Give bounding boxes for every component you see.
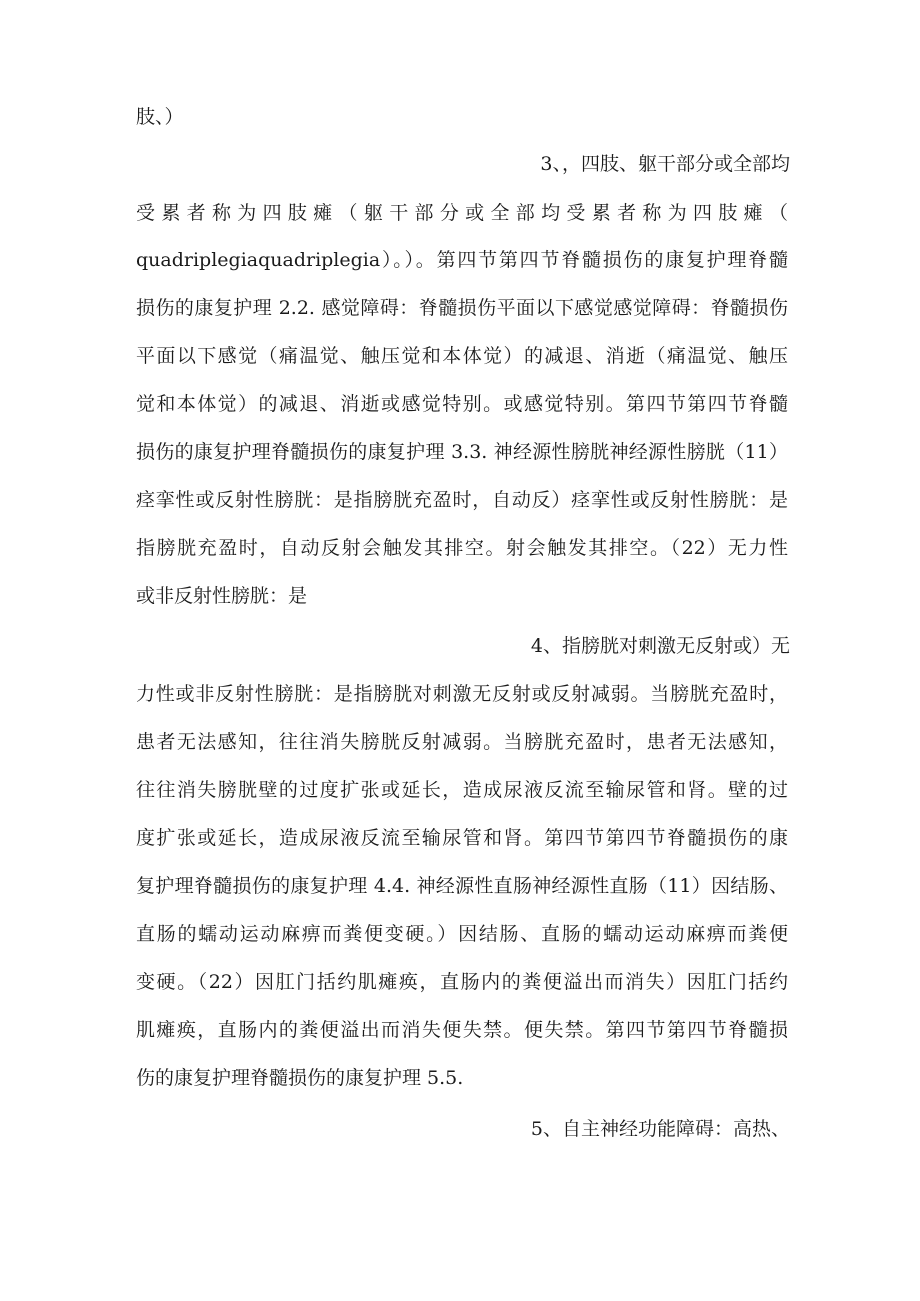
text-line-9: 痉挛性或反射性膀胱：是指膀胱充盈时，自动反）痉挛性或反射性膀胱：是	[136, 489, 788, 511]
text-line-19: 变硬。（22）因肛门括约肌瘫痪，直肠内的粪便溢出而消失）因肛门括约	[136, 971, 788, 993]
text-line-21: 伤的康复护理脊髓损伤的康复护理 5.5.	[136, 1067, 464, 1089]
text-line-13: 力性或非反射性膀胱：是指膀胱对刺激无反射或反射减弱。当膀胱充盈时，	[136, 683, 788, 705]
text-line-17: 复护理脊髓损伤的康复护理 4.4. 神经源性直肠神经源性直肠（11）因结肠、	[136, 875, 788, 897]
text-line-7: 觉和本体觉）的减退、消逝或感觉特别。或感觉特别。第四节第四节脊髓	[136, 393, 788, 415]
text-line-10: 指膀胱充盈时，自动反射会触发其排空。射会触发其排空。（22）无力性	[136, 537, 788, 559]
text-line-14: 患者无法感知，往往消失膀胱反射减弱。当膀胱充盈时，患者无法感知，	[136, 731, 788, 753]
text-line-3: 受累者称为四肢瘫（躯干部分或全部均受累者称为四肢瘫（	[136, 202, 788, 224]
text-line-5: 损伤的康复护理 2.2. 感觉障碍：脊髓损伤平面以下感觉感觉障碍：脊髓损伤	[136, 297, 788, 319]
text-line-2: 3、，四肢、躯干部分或全部均	[540, 153, 790, 175]
text-line-1: 肢、）	[136, 106, 184, 128]
text-line-8: 损伤的康复护理脊髓损伤的康复护理 3.3. 神经源性膀胱神经源性膀胱（11）	[136, 441, 788, 463]
text-line-4: quadriplegiaquadriplegia）。）。第四节第四节脊髓损伤的康复护理脊髓	[136, 249, 788, 271]
text-line-6: 平面以下感觉（痛温觉、触压觉和本体觉）的减退、消逝（痛温觉、触压	[136, 345, 788, 367]
text-line-12: 4、指膀胱对刺激无反射或）无	[530, 635, 790, 657]
text-line-20: 肌瘫痪，直肠内的粪便溢出而消失便失禁。便失禁。第四节第四节脊髓损	[136, 1019, 788, 1041]
text-line-18: 直肠的蠕动运动麻痹而粪便变硬。）因结肠、直肠的蠕动运动麻痹而粪便	[136, 923, 788, 945]
text-line-16: 度扩张或延长，造成尿液反流至输尿管和肾。第四节第四节脊髓损伤的康	[136, 827, 788, 849]
text-line-15: 往往消失膀胱壁的过度扩张或延长，造成尿液反流至输尿管和肾。壁的过	[136, 779, 788, 801]
text-line-11: 或非反射性膀胱：是	[136, 585, 308, 607]
text-line-22: 5、自主神经功能障碍：高热、	[530, 1118, 790, 1140]
